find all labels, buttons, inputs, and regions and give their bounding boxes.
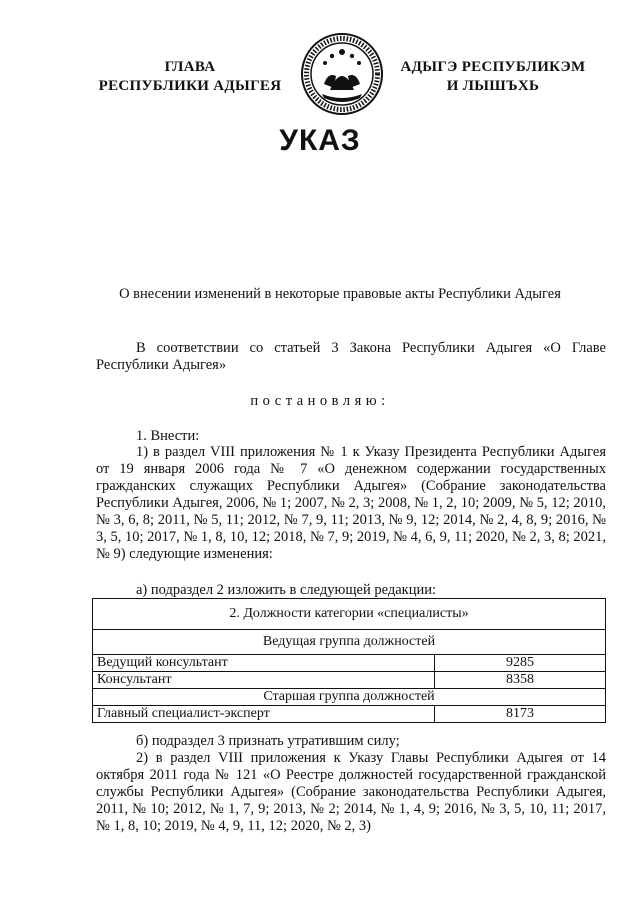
document-subject: О внесении изменений в некоторые правовые акты Республики Адыгея (119, 286, 561, 302)
table-group-senior: Старшая группа должностей (93, 689, 606, 706)
document-title: УКАЗ (279, 124, 361, 157)
coat-of-arms-emblem (300, 32, 384, 116)
table-group-lead: Ведущая группа должностей (93, 630, 606, 655)
table-row (93, 706, 606, 723)
item1-a: а) подраздел 2 изложить в следующей редакции: (136, 582, 437, 598)
header-right (388, 58, 598, 96)
header-left-line2: РЕСПУБЛИКИ АДЫГЕЯ (98, 78, 282, 94)
preamble: В соответствии со статьей 3 Закона Республики Адыгея «О Главе Республики Адыгея» (96, 340, 606, 373)
table-section-title: 2. Должности категории «специалисты» (93, 599, 606, 630)
item1-label: 1. Внести: (136, 428, 200, 444)
salary-table (92, 598, 606, 723)
header-right-line2: И ЛЫШЪХЬ (446, 78, 540, 94)
item1-subitem2: 2) в раздел VIII приложения к Указу Главы Республики Адыгея от 14 октября 2011 года № 121 «О Реестре должностей государственной гражданской службы Республики Адыгея» (Собрание законодательства Республики Адыгея, 2011, № 10; 2012, № 1, 7, 9; 2013, № 2; 2014, № 1, 4, 9; 2016, № 3, 5, 10, 11; 2017, № 1, 8, 10; 2019, № 4, 9, 11, 12; 2020, № 2, 3) (96, 750, 606, 834)
decree-word: постановляю: (250, 393, 390, 409)
table-cell-salary: 8173 (435, 706, 606, 723)
table-row (93, 630, 606, 655)
table-cell-position: Консультант (93, 672, 435, 689)
table-row (93, 672, 606, 689)
header-left (80, 58, 300, 96)
item1-b: б) подраздел 3 признать утратившим силу; (136, 733, 400, 749)
table-row (93, 599, 606, 630)
header-right-line1: АДЫГЭ РЕСПУБЛИКЭМ (400, 59, 586, 75)
table-cell-salary: 8358 (435, 672, 606, 689)
table-row (93, 689, 606, 706)
header-left-line1: ГЛАВА (164, 59, 216, 75)
table-cell-salary: 9285 (435, 655, 606, 672)
table-cell-position: Главный специалист-эксперт (93, 706, 435, 723)
item1-subitem1: 1) в раздел VIII приложения № 1 к Указу Президента Республики Адыгея от 19 января 2006 года № 7 «О денежном содержании государственных гражданских служащих Республики Адыгея» (Собрание законодательства Республики Адыгея, 2006, № 1; 2007, № 2, 3; 2008, № 1, 2, 10; 2009, № 5, 12; 2010, № 3, 6, 8; 2011, № 5, 11; 2012, № 7, 9, 11; 2013, № 9, 12; 2014, № 2, 4, 8, 9; 2016, № 3, 5, 10; 2017, № 1, 8, 10, 12; 2018, № 7, 9; 2019, № 4, 6, 9, 11; 2020, № 2, 3, 8; 2021, № 9) следующие изменения: (96, 444, 606, 562)
table-row (93, 655, 606, 672)
table-cell-position: Ведущий консультант (93, 655, 435, 672)
